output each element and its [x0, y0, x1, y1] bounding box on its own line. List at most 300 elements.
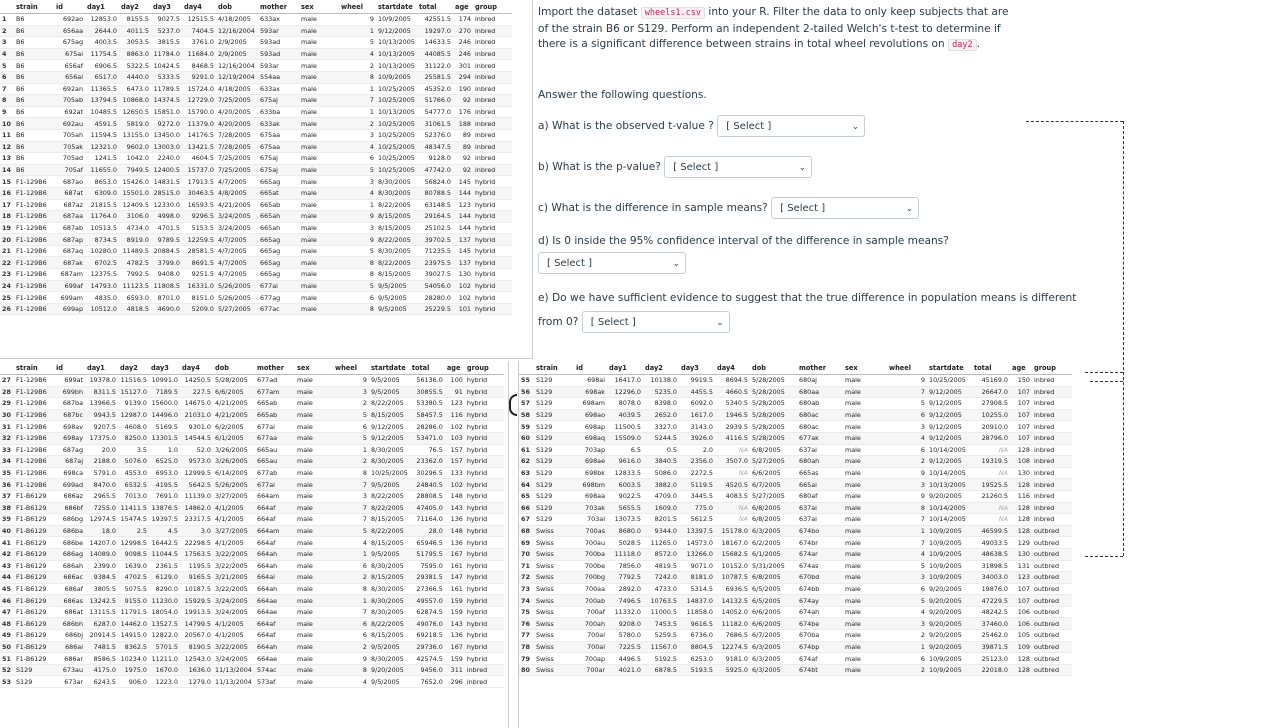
- table-cell: 130: [453, 269, 473, 281]
- table-cell: 12/16/2004: [216, 60, 258, 72]
- table-cell: male: [299, 95, 339, 107]
- column-header[interactable]: day2: [643, 361, 679, 375]
- table-cell: 8: [333, 467, 369, 479]
- table-row: [519, 537, 1072, 549]
- table-cell: 8: [887, 502, 927, 514]
- table-cell: 8680.0: [607, 525, 643, 537]
- column-header[interactable]: dob: [216, 0, 258, 14]
- row-number: 8: [0, 95, 14, 107]
- table-cell: 687ak: [54, 257, 85, 269]
- table-row: [0, 257, 512, 269]
- table-cell: 2272.5: [679, 467, 715, 479]
- table-cell: 674bp: [797, 641, 843, 653]
- column-header[interactable]: sex: [299, 0, 339, 14]
- table-cell: inbred: [473, 14, 512, 26]
- table-cell: 7/28/2005: [216, 141, 258, 153]
- row-number: 48: [0, 618, 14, 630]
- table-cell: 14633.5: [417, 37, 453, 49]
- data-viewer-bottom-right: [518, 361, 1082, 728]
- table-cell: 4: [887, 606, 927, 618]
- data-viewer-bottom-left: [0, 361, 509, 728]
- table-cell: 6/3/2005: [750, 525, 797, 537]
- table-cell: 107: [1010, 583, 1032, 595]
- table-cell: Swiss: [534, 618, 574, 630]
- table-cell: S129: [534, 409, 574, 421]
- table-cell: 5/26/2005: [216, 280, 258, 292]
- table-cell: 116: [1010, 490, 1032, 502]
- table-row: [519, 456, 1072, 468]
- answer-c-select[interactable]: [771, 197, 919, 219]
- table-cell: F1-129B6: [14, 303, 54, 315]
- table-cell: hybrid: [465, 595, 504, 607]
- table-cell: 10787.5: [715, 572, 750, 584]
- table-cell: 7/25/2005: [216, 95, 258, 107]
- table-cell: male: [843, 502, 887, 514]
- table-cell: 56136.0: [410, 375, 445, 387]
- row-number-header: [0, 0, 14, 14]
- table-cell: 10/13/2005: [376, 37, 417, 49]
- table-cell: 686be: [54, 537, 85, 549]
- table-cell: 174: [453, 14, 473, 26]
- table-cell: 698ay: [54, 432, 85, 444]
- table-cell: 6: [333, 618, 369, 630]
- table-cell: 15682.5: [715, 548, 750, 560]
- table-cell: 4/1/2005: [213, 618, 255, 630]
- select-placeholder: [ Select ]: [726, 121, 772, 132]
- table-cell: hybrid: [465, 444, 504, 456]
- table-cell: outbred: [1032, 560, 1072, 572]
- column-header[interactable]: wheel: [333, 361, 369, 375]
- table-cell: 677ab: [255, 467, 295, 479]
- table-cell: 102: [445, 421, 465, 433]
- table-cell: F1-B6129: [14, 630, 54, 642]
- table-cell: F1-129B6: [14, 421, 54, 433]
- column-header[interactable]: day1: [85, 0, 119, 14]
- table-cell: 25123.0: [972, 653, 1010, 665]
- column-header[interactable]: total: [410, 361, 445, 375]
- table-cell: 92: [453, 164, 473, 176]
- drag-handle[interactable]: [509, 394, 517, 416]
- intro-text: Import the dataset: [538, 6, 638, 18]
- table-cell: 20914.5: [85, 630, 118, 642]
- column-header[interactable]: day2: [118, 361, 149, 375]
- intro-text-2: into your R. Filter the data to only keep subjects that are of the strain B6 or S129. Perform an independent 2-tailed Welch's t-test to determine if there is a significant difference between strains in total wheel revolutions on: [538, 6, 1009, 50]
- table-cell: 687ao: [54, 176, 85, 188]
- column-header[interactable]: strain: [14, 361, 54, 375]
- table-cell: 5/26/2005: [216, 292, 258, 304]
- table-cell: 9128.0: [417, 153, 453, 165]
- table-cell: 92: [453, 153, 473, 165]
- column-header[interactable]: id: [54, 361, 85, 375]
- table-cell: 5086.0: [643, 467, 679, 479]
- row-number: 50: [0, 641, 14, 653]
- table-cell: 700af: [574, 606, 607, 618]
- table-cell: 28581.5: [182, 245, 216, 257]
- table-row: [519, 444, 1072, 456]
- table-cell: 9/20/2005: [927, 618, 972, 630]
- row-number: 6: [0, 71, 14, 83]
- table-cell: 6: [887, 653, 927, 665]
- table-cell: 5192.5: [643, 653, 679, 665]
- table-cell: hybrid: [473, 176, 512, 188]
- table-cell: 664af: [255, 537, 295, 549]
- column-header[interactable]: day1: [607, 361, 643, 375]
- table-cell: 680ac: [797, 421, 843, 433]
- table-row: [0, 398, 504, 410]
- table-cell: 1639.0: [118, 560, 149, 572]
- table-cell: 4: [333, 537, 369, 549]
- table-row: [519, 595, 1072, 607]
- dataset-code: wheels1.csv: [641, 7, 705, 19]
- table-cell: 11000.5: [643, 606, 679, 618]
- table-cell: 9: [887, 467, 927, 479]
- column-header[interactable]: day4: [180, 361, 213, 375]
- column-header[interactable]: wheel: [339, 0, 376, 14]
- column-header[interactable]: day3: [149, 361, 180, 375]
- table-cell: 1: [339, 25, 376, 37]
- column-header[interactable]: day2: [119, 0, 151, 14]
- table-cell: hybrid: [473, 199, 512, 211]
- table-cell: 10/25/2005: [927, 375, 972, 387]
- table-cell: 11123.5: [119, 280, 151, 292]
- table-cell: 7/25/2005: [216, 164, 258, 176]
- table-cell: 76.5: [410, 444, 445, 456]
- table-cell: hybrid: [465, 409, 504, 421]
- table-cell: 700be: [574, 560, 607, 572]
- answer-e-select[interactable]: [582, 311, 730, 333]
- answer-a-select[interactable]: [717, 115, 865, 137]
- answer-b-select[interactable]: [664, 156, 812, 178]
- table-cell: B6: [14, 129, 54, 141]
- column-header[interactable]: age: [1010, 361, 1032, 375]
- table-cell: 4/1/2005: [213, 537, 255, 549]
- table-cell: 4/18/2005: [216, 83, 258, 95]
- table-cell: F1-129B6: [14, 280, 54, 292]
- table-cell: 14675.0: [180, 398, 213, 410]
- column-header[interactable]: mother: [797, 361, 843, 375]
- table-cell: 12999.5: [180, 467, 213, 479]
- table-cell: 5340.5: [715, 398, 750, 410]
- table-cell: 5/27/2005: [750, 456, 797, 468]
- column-header[interactable]: total: [972, 361, 1010, 375]
- table-cell: 65946.5: [410, 537, 445, 549]
- table-cell: 6/6/2005: [213, 386, 255, 398]
- table-cell: 11265.0: [643, 537, 679, 549]
- table-cell: 6092.0: [679, 398, 715, 410]
- table-cell: male: [295, 467, 333, 479]
- table-cell: 15426.0: [119, 176, 151, 188]
- table-cell: 674bo: [797, 525, 843, 537]
- row-number: 7: [0, 83, 14, 95]
- table-cell: 698ak: [574, 386, 607, 398]
- table-cell: B6: [14, 153, 54, 165]
- table-cell: 19297.0: [417, 25, 453, 37]
- table-cell: 9/5/2005: [369, 641, 410, 653]
- table-cell: hybrid: [465, 653, 504, 665]
- table-cell: 8734.5: [85, 234, 119, 246]
- table-cell: 677ai: [255, 479, 295, 491]
- table-cell: 3882.0: [643, 479, 679, 491]
- table-cell: 8/30/2005: [376, 245, 417, 257]
- table-cell: F1-129B6: [14, 269, 54, 281]
- column-header[interactable]: sex: [843, 361, 887, 375]
- table-row: [0, 187, 512, 199]
- table-cell: 10280.0: [85, 245, 119, 257]
- table-cell: 4.5: [149, 525, 180, 537]
- table-row: [519, 479, 1072, 491]
- table-cell: 108: [1010, 456, 1032, 468]
- table-row: [519, 432, 1072, 444]
- row-number: 1: [0, 14, 14, 26]
- table-cell: 686at: [54, 606, 85, 618]
- table-cell: 4083.5: [715, 490, 750, 502]
- table-cell: Swiss: [534, 560, 574, 572]
- table-cell: 686az: [54, 490, 85, 502]
- column-header[interactable]: group: [1032, 361, 1072, 375]
- table-cell: 8/15/2005: [369, 537, 410, 549]
- table-cell: 700al: [574, 641, 607, 653]
- column-header[interactable]: age: [453, 0, 473, 14]
- table-cell: male: [843, 479, 887, 491]
- table-cell: 673au: [54, 664, 85, 676]
- column-header[interactable]: strain: [534, 361, 574, 375]
- table-cell: 8701.0: [151, 292, 182, 304]
- table-cell: 12/16/2004: [216, 25, 258, 37]
- table-cell: 4003.5: [85, 37, 119, 49]
- table-cell: 246: [453, 48, 473, 60]
- table-cell: 686ah: [54, 560, 85, 572]
- table-cell: 11332.0: [607, 606, 643, 618]
- table-cell: 11/13/2004: [213, 664, 255, 676]
- table-cell: 7404.5: [182, 25, 216, 37]
- table-cell: 131: [1010, 560, 1032, 572]
- column-header[interactable]: startdate: [376, 0, 417, 14]
- table-cell: 27908.5: [972, 398, 1010, 410]
- table-cell: 159: [445, 653, 465, 665]
- table-cell: 664ah: [255, 560, 295, 572]
- table-cell: 10/13/2005: [376, 60, 417, 72]
- table-cell: 8/15/2005: [376, 211, 417, 223]
- column-header[interactable]: day4: [182, 0, 216, 14]
- table-cell: hybrid: [473, 303, 512, 315]
- table-cell: 12400.5: [151, 164, 182, 176]
- table-cell: F1-129B6: [14, 199, 54, 211]
- table-cell: inbred: [1032, 398, 1072, 410]
- table-cell: 11764.0: [85, 211, 119, 223]
- table-cell: B6: [14, 95, 54, 107]
- table-cell: 8078.0: [607, 398, 643, 410]
- table-cell: 7691.0: [149, 490, 180, 502]
- row-number: 72: [519, 572, 534, 584]
- chevron-down-icon: ⌄: [672, 259, 680, 269]
- table-cell: 686bf: [54, 502, 85, 514]
- table-cell: B6: [14, 83, 54, 95]
- table-cell: S129: [534, 375, 574, 387]
- column-header[interactable]: id: [574, 361, 607, 375]
- row-number: 16: [0, 187, 14, 199]
- column-header[interactable]: day3: [679, 361, 715, 375]
- table-cell: 4660.5: [715, 386, 750, 398]
- table-cell: 1: [333, 548, 369, 560]
- table-cell: hybrid: [473, 234, 512, 246]
- table-cell: male: [843, 618, 887, 630]
- table-row: [0, 444, 504, 456]
- table-cell: 686ai: [54, 641, 85, 653]
- table-cell: hybrid: [473, 292, 512, 304]
- table-cell: 6953.0: [149, 467, 180, 479]
- table-cell: 4690.0: [151, 303, 182, 315]
- table-cell: 2: [339, 60, 376, 72]
- table-cell: 3: [887, 618, 927, 630]
- table-cell: F1-B6129: [14, 595, 54, 607]
- table-cell: 705ab: [54, 95, 85, 107]
- table-cell: 686ac: [54, 572, 85, 584]
- column-header[interactable]: wheel: [887, 361, 927, 375]
- row-number: 56: [519, 386, 534, 398]
- table-cell: 29381.5: [410, 572, 445, 584]
- table-cell: 8/15/2005: [376, 222, 417, 234]
- table-cell: 23975.5: [417, 257, 453, 269]
- table-cell: inbred: [1032, 386, 1072, 398]
- column-header[interactable]: strain: [14, 0, 54, 14]
- table-cell: 692au: [54, 118, 85, 130]
- table-cell: 6/14/2005: [213, 467, 255, 479]
- table-cell: 1670.0: [149, 664, 180, 676]
- table-cell: 9616.0: [607, 456, 643, 468]
- table-cell: 698ca: [54, 467, 85, 479]
- table-cell: 9408.0: [151, 269, 182, 281]
- column-header[interactable]: age: [445, 361, 465, 375]
- table-cell: 705ah: [54, 129, 85, 141]
- table-cell: male: [295, 595, 333, 607]
- table-cell: 9139.0: [118, 398, 149, 410]
- table-cell: 664ah: [255, 548, 295, 560]
- table-cell: hybrid: [465, 537, 504, 549]
- table-cell: 20884.5: [151, 245, 182, 257]
- table-cell: 1: [339, 106, 376, 118]
- table-cell: 5925.0: [715, 664, 750, 676]
- table-cell: 12853.0: [85, 14, 119, 26]
- table-cell: 12543.0: [180, 653, 213, 665]
- column-header[interactable]: day1: [85, 361, 118, 375]
- table-cell: 270: [453, 25, 473, 37]
- table-cell: 2/9/2005: [216, 48, 258, 60]
- table-cell: 3/21/2005: [213, 572, 255, 584]
- table-cell: 5701.5: [149, 641, 180, 653]
- table-cell: 664am: [255, 490, 295, 502]
- table-cell: male: [299, 83, 339, 95]
- table-cell: 52.0: [180, 444, 213, 456]
- table-cell: outbred: [1032, 583, 1072, 595]
- table-cell: male: [299, 245, 339, 257]
- table-cell: 686af: [54, 583, 85, 595]
- table-row: [519, 572, 1072, 584]
- table-cell: 7: [333, 502, 369, 514]
- table-cell: 9/5/2005: [369, 386, 410, 398]
- table-cell: 5: [339, 164, 376, 176]
- table-cell: F1-B6129: [14, 514, 54, 526]
- column-header[interactable]: total: [417, 0, 453, 14]
- table-cell: male: [843, 653, 887, 665]
- table-cell: 10991.0: [149, 375, 180, 387]
- row-number: 63: [519, 467, 534, 479]
- column-header[interactable]: startdate: [369, 361, 410, 375]
- table-cell: 1195.5: [180, 560, 213, 572]
- table-cell: 11182.0: [715, 618, 750, 630]
- table-cell: 11567.0: [643, 641, 679, 653]
- column-header[interactable]: id: [54, 0, 85, 14]
- table-cell: 8181.0: [679, 572, 715, 584]
- row-number: 79: [519, 653, 534, 665]
- table-cell: 4702.5: [118, 572, 149, 584]
- table-cell: 3/24/2005: [213, 653, 255, 665]
- table-cell: F1-B6129: [14, 502, 54, 514]
- table-cell: 4701.5: [151, 222, 182, 234]
- table-cell: 686ba: [54, 525, 85, 537]
- table-cell: S129: [534, 432, 574, 444]
- table-cell: 6129.0: [149, 572, 180, 584]
- dashed-guide: [1085, 372, 1123, 373]
- table-cell: 4/7/2005: [216, 245, 258, 257]
- table-cell: 665ag: [258, 257, 299, 269]
- table-cell: 1636.0: [180, 664, 213, 676]
- table-cell: male: [299, 14, 339, 26]
- table-cell: 5/28/2005: [750, 386, 797, 398]
- table-cell: 1: [339, 199, 376, 211]
- table-header-row: [0, 0, 512, 14]
- table-cell: 17563.5: [180, 548, 213, 560]
- table-cell: 665ag: [258, 245, 299, 257]
- table-cell: male: [295, 606, 333, 618]
- column-header[interactable]: day3: [151, 0, 182, 14]
- row-number: 62: [519, 456, 534, 468]
- table-cell: inbred: [1032, 456, 1072, 468]
- table-row: [0, 106, 512, 118]
- column-header[interactable]: mother: [258, 0, 299, 14]
- table-cell: 8470.0: [85, 479, 118, 491]
- table-cell: 5: [333, 525, 369, 537]
- table-cell: 4/21/2005: [213, 398, 255, 410]
- table-cell: 10/13/2005: [376, 48, 417, 60]
- column-header[interactable]: group: [473, 0, 512, 14]
- select-placeholder: [ Select ]: [547, 258, 593, 269]
- column-header[interactable]: day4: [715, 361, 750, 375]
- table-cell: 698bk: [574, 467, 607, 479]
- table-cell: 19876.0: [972, 583, 1010, 595]
- column-header[interactable]: dob: [213, 361, 255, 375]
- table-cell: 705ad: [54, 153, 85, 165]
- table-cell: 6/6/2005: [750, 606, 797, 618]
- table-cell: 5/28/2005: [213, 375, 255, 387]
- table-cell: 10/25/2005: [376, 118, 417, 130]
- table-cell: 6/1/2005: [213, 432, 255, 444]
- table-cell: 6: [887, 444, 927, 456]
- row-number: 25: [0, 292, 14, 304]
- table-cell: 6: [333, 421, 369, 433]
- table-cell: 687aa: [54, 211, 85, 223]
- column-header[interactable]: mother: [255, 361, 295, 375]
- column-header[interactable]: group: [465, 361, 504, 375]
- column-header[interactable]: sex: [295, 361, 333, 375]
- table-cell: 20.0: [85, 444, 118, 456]
- column-header[interactable]: startdate: [927, 361, 972, 375]
- answer-d-select[interactable]: [538, 252, 686, 274]
- table-cell: male: [299, 257, 339, 269]
- column-header[interactable]: dob: [750, 361, 797, 375]
- table-cell: 17913.5: [182, 176, 216, 188]
- table-cell: 3: [339, 222, 376, 234]
- table-cell: 633ba: [258, 106, 299, 118]
